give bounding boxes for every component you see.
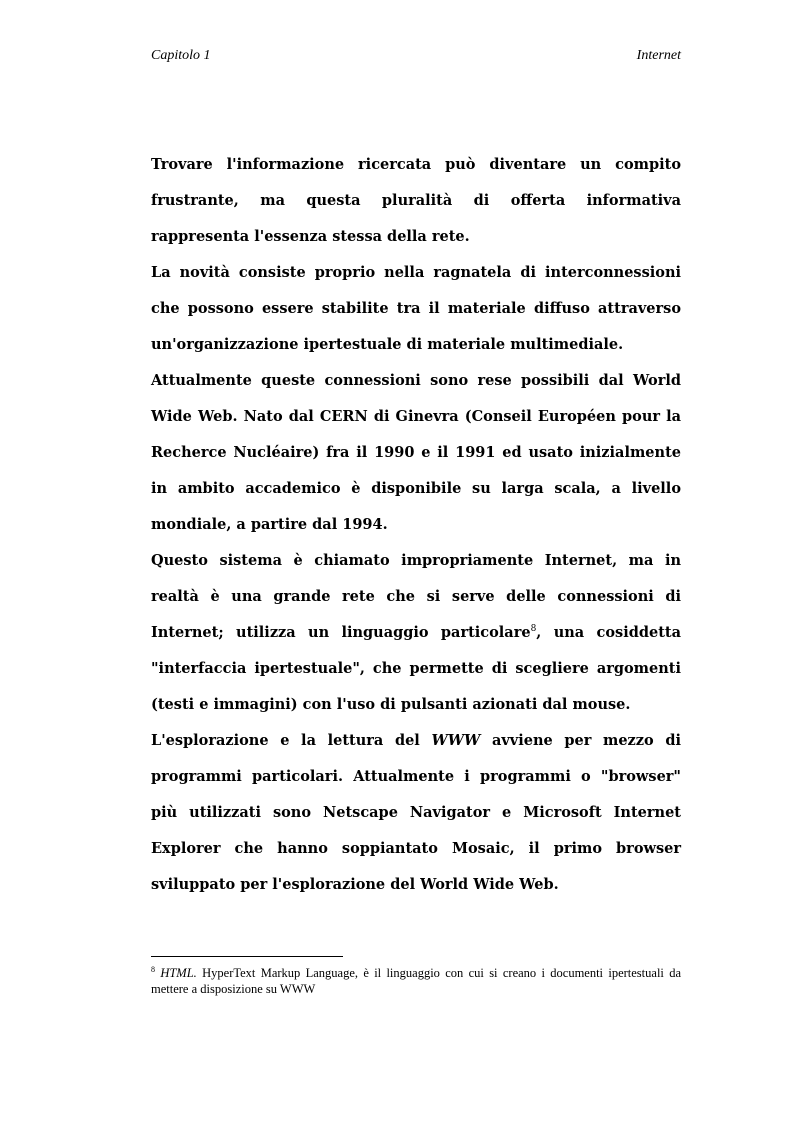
paragraph-4 — [151, 543, 681, 723]
footnote-divider — [151, 956, 343, 957]
body-text — [151, 147, 681, 903]
paragraph-5-text-a: L'esplorazione e la lettura del — [151, 732, 432, 749]
footnote — [151, 962, 681, 997]
footnote-reference: 8 — [530, 624, 537, 635]
paragraph-1: Trovare l'informazione ricercata può diventare un compito frustrante, ma questa pluralità di offerta informativa rappresenta l'essenza stessa della rete. — [151, 156, 681, 245]
footnote-term: HTML. — [160, 966, 197, 981]
paragraph-5 — [151, 723, 681, 903]
paragraph-5-emphasis: WWW — [431, 732, 481, 749]
section-label: Internet — [636, 48, 681, 63]
footnote-text: HyperText Markup Language, è il linguaggio con cui si creano i documenti ipertestuali da mettere a disposizione su WWW — [151, 966, 682, 997]
footnote-number: 8 — [151, 965, 155, 974]
paragraph-4-text-a: Questo sistema è chiamato impropriamente Internet, ma in realtà è una grande rete che si serve delle connessioni di Internet; utilizza un linguaggio particolare — [151, 552, 681, 641]
page-header — [151, 48, 681, 68]
paragraph-5-text-b: avviene per mezzo di programmi particolari. Attualmente i programmi o "browser" più utilizzati sono Netscape Navigator e Microsoft Internet Explorer che hanno soppiantato Mosaic, il primo browser sviluppato per l'esplorazione del World Wide Web. — [151, 732, 681, 893]
paragraph-4-text-b: , una cosiddetta "interfaccia ipertestuale", che permette di scegliere argomenti (testi e immagini) con l'uso di pulsanti azionati dal mouse. — [151, 624, 681, 713]
paragraph-2: La novità consiste proprio nella ragnatela di interconnessioni che possono essere stabilite tra il materiale diffuso attraverso un'organizzazione ipertestuale di materiale multimediale. — [151, 264, 681, 353]
chapter-label: Capitolo 1 — [151, 48, 211, 63]
paragraph-3: Attualmente queste connessioni sono rese possibili dal World Wide Web. Nato dal CERN di Ginevra (Conseil Européen pour la Recherce Nucléaire) fra il 1990 e il 1991 ed usato inizialmente in ambito accademico è disponibile su larga scala, a livello mondiale, a partire dal 1994. — [151, 372, 681, 533]
